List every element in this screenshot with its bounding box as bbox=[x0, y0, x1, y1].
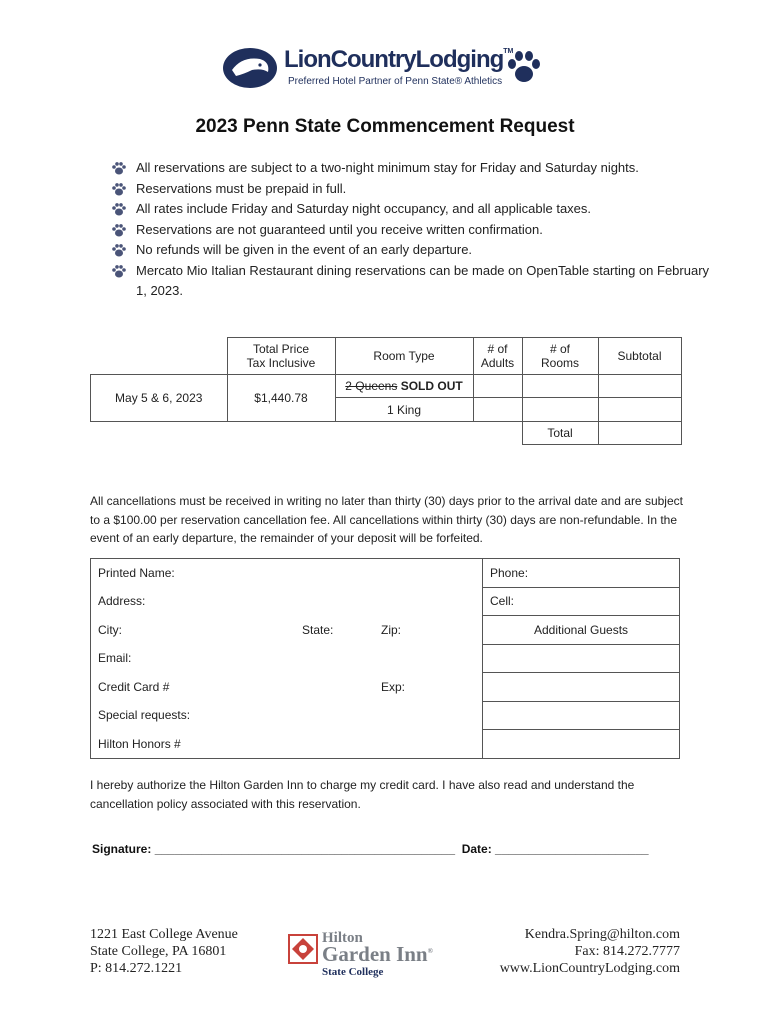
rooms-header: # of Rooms bbox=[522, 338, 598, 375]
credit-card-label: Credit Card # bbox=[98, 679, 170, 694]
paw-bullet-icon bbox=[112, 224, 126, 237]
email-field[interactable]: Email: bbox=[91, 644, 483, 673]
rule-item: All rates include Friday and Saturday night occupancy, and all applicable taxes. bbox=[112, 199, 712, 220]
rule-item: Reservations are not guaranteed until you receive written confirmation. bbox=[112, 220, 712, 241]
queens-adults-cell[interactable] bbox=[473, 375, 522, 398]
hotel-phone: P: 814.272.1221 bbox=[90, 961, 183, 976]
hilton-garden-inn-mark-icon bbox=[288, 934, 318, 964]
hilton-honors-field[interactable]: Hilton Honors # bbox=[91, 730, 483, 759]
additional-guest-3[interactable] bbox=[483, 701, 680, 730]
total-label: Total bbox=[522, 422, 598, 445]
room-option-king: 1 King bbox=[335, 398, 473, 422]
reservation-rules-list bbox=[112, 158, 712, 302]
hotel-name-line-2: Garden Inn® bbox=[322, 942, 433, 966]
hotel-location: State College bbox=[322, 966, 384, 978]
page-title: 2023 Penn State Commencement Request bbox=[195, 116, 575, 137]
paw-bullet-icon bbox=[112, 203, 126, 216]
guest-info-form bbox=[90, 558, 680, 759]
exp-label: Exp: bbox=[381, 679, 406, 694]
additional-guest-2[interactable] bbox=[483, 673, 680, 702]
lion-country-lodging-logo bbox=[222, 44, 548, 96]
address-line-1: 1221 East College Avenue bbox=[90, 927, 238, 942]
brand-tagline: Preferred Hotel Partner of Penn State® Athletics bbox=[288, 76, 503, 87]
subtotal-header: Subtotal bbox=[598, 338, 681, 375]
phone-field[interactable]: Phone: bbox=[483, 559, 680, 588]
authorization-statement: I hereby authorize the Hilton Garden Inn to charge my credit card. I have also read and understand the cancellation policy associated with this reservation. bbox=[90, 778, 635, 811]
price-header: Total Price Tax Inclusive bbox=[227, 338, 335, 375]
special-requests-field[interactable]: Special requests: bbox=[91, 701, 483, 730]
contact-email[interactable]: Kendra.Spring@hilton.com bbox=[524, 927, 680, 942]
hotel-address-block bbox=[90, 926, 238, 977]
additional-guest-4[interactable] bbox=[483, 730, 680, 759]
king-adults-cell[interactable] bbox=[473, 398, 522, 422]
queens-subtotal-cell[interactable] bbox=[598, 375, 681, 398]
address-field[interactable]: Address: bbox=[91, 587, 483, 616]
contact-website[interactable]: www.LionCountryLodging.com bbox=[499, 961, 680, 976]
paw-print-icon bbox=[506, 50, 542, 84]
room-type-header: Room Type bbox=[335, 338, 473, 375]
paw-bullet-icon bbox=[112, 183, 126, 196]
hilton-garden-inn-logo bbox=[288, 930, 458, 978]
room-option-queens: 2 Queens SOLD OUT bbox=[335, 375, 473, 398]
stay-dates: May 5 & 6, 2023 bbox=[91, 375, 228, 422]
contact-block bbox=[500, 926, 680, 977]
hotel-name-line-1: Hilton bbox=[322, 930, 363, 946]
paw-bullet-icon bbox=[112, 162, 126, 175]
nittany-lion-icon bbox=[222, 46, 278, 90]
cancellation-policy: All cancellations must be received in writing no later than thirty (30) days prior to the arrival date and are subject to a $100.00 per reservation cancellation fee. All cancellations within thirty (30) days are non-refundable. In the event of an early departure, the remainder of your deposit will be forfeited. bbox=[90, 494, 683, 545]
address-line-2: State College, PA 16801 bbox=[90, 944, 227, 959]
city-state-zip-row[interactable] bbox=[91, 616, 483, 645]
rule-item: Reservations must be prepaid in full. bbox=[112, 179, 712, 200]
brand-name: LionCountryLodging™ bbox=[284, 46, 514, 73]
city-label: City: bbox=[98, 622, 122, 637]
rule-item: Mercato Mio Italian Restaurant dining reservations can be made on OpenTable starting on February 1, 2023. bbox=[112, 261, 712, 302]
cell-field[interactable]: Cell: bbox=[483, 587, 680, 616]
paw-bullet-icon bbox=[112, 265, 126, 278]
contact-fax: Fax: 814.272.7777 bbox=[574, 944, 680, 959]
rate-table bbox=[90, 337, 682, 445]
printed-name-field[interactable]: Printed Name: bbox=[91, 559, 483, 588]
credit-card-row[interactable] bbox=[91, 673, 483, 702]
state-label: State: bbox=[302, 622, 334, 637]
king-rooms-cell[interactable] bbox=[522, 398, 598, 422]
signature-line[interactable]: Signature: _____________________________________________ Date: _______________________ bbox=[92, 842, 649, 856]
zip-label: Zip: bbox=[381, 622, 402, 637]
queens-rooms-cell[interactable] bbox=[522, 375, 598, 398]
total-cell[interactable] bbox=[598, 422, 681, 445]
additional-guest-1[interactable] bbox=[483, 644, 680, 673]
adults-header: # of Adults bbox=[473, 338, 522, 375]
king-subtotal-cell[interactable] bbox=[598, 398, 681, 422]
rule-item: All reservations are subject to a two-night minimum stay for Friday and Saturday nights. bbox=[112, 158, 712, 179]
stay-price: $1,440.78 bbox=[227, 375, 335, 422]
paw-bullet-icon bbox=[112, 244, 126, 257]
rule-item: No refunds will be given in the event of an early departure. bbox=[112, 240, 712, 261]
additional-guests-header: Additional Guests bbox=[483, 616, 680, 645]
